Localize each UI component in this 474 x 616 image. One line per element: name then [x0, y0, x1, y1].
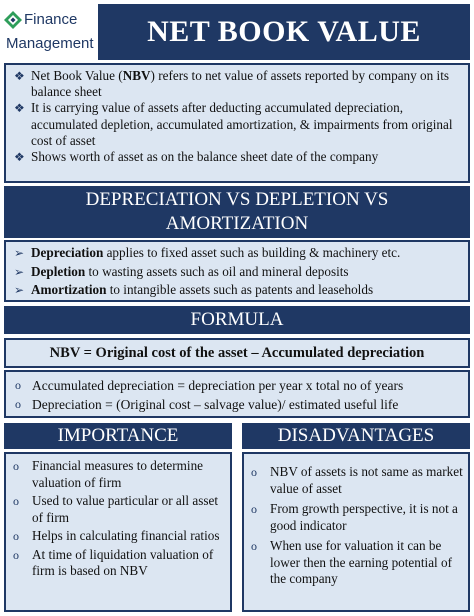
disadvantages-heading: DISADVANTAGES [242, 423, 470, 449]
importance-item: o Helps in calculating financial ratios [13, 528, 220, 543]
circle-bullet-icon: o [251, 465, 257, 479]
diamond-bullet-icon: ❖ [14, 150, 25, 165]
disadvantages-item: o NBV of assets is not same as market value of asset [251, 464, 463, 496]
circle-bullet-icon: o [15, 397, 21, 411]
logo-mark-icon [3, 10, 23, 30]
intro-item: ❖ Shows worth of asset as on the balance sheet date of the company [14, 149, 379, 165]
importance-list [12, 458, 225, 580]
formula-item: o Depreciation = (Original cost – salvage value)/ estimated useful life [15, 397, 399, 412]
intro-panel [4, 63, 470, 183]
dda-panel [4, 240, 470, 302]
dda-heading-line-1: DEPRECIATION VS DEPLETION VS [85, 189, 389, 210]
diamond-bullet-icon: ❖ [14, 69, 25, 83]
formula-list [14, 376, 462, 414]
intro-item: ❖ It is carrying value of assets after deducting accumulated depreciation, accumulated depletion, accumulated amortization, & impairments from original cost of asset [14, 100, 453, 148]
circle-bullet-icon: o [13, 494, 19, 508]
intro-item: ❖ Net Book Value (NBV) refers to net value of assets reported by company on its balance sheet [14, 68, 449, 100]
logo-line-2: Management [6, 35, 94, 52]
logo [2, 2, 94, 60]
importance-item: o Used to value particular or all asset of firm [13, 493, 219, 525]
formula-details-panel [4, 370, 470, 418]
dda-heading [4, 186, 470, 238]
formula-main: NBV = Original cost of the asset – Accumulated depreciation [4, 338, 470, 368]
formula-item: o Accumulated depreciation = depreciation per year x total no of years [15, 378, 404, 393]
disadvantages-panel [242, 452, 470, 612]
intro-list [13, 68, 462, 165]
disadvantages-item: o From growth perspective, it is not a good indicator [251, 501, 458, 533]
importance-item: o Financial measures to determine valuation of firm [13, 458, 204, 490]
formula-heading: FORMULA [4, 306, 470, 334]
dda-list [13, 244, 462, 300]
circle-bullet-icon: o [251, 502, 257, 516]
importance-panel [4, 452, 232, 612]
disadvantages-item: o When use for valuation it can be lower then the earning potential of the company [251, 538, 452, 586]
circle-bullet-icon: o [251, 539, 257, 553]
arrow-bullet-icon: ➢ [14, 246, 25, 260]
page-title: NET BOOK VALUE [98, 4, 470, 60]
disadvantages-list [250, 464, 463, 588]
dda-item: ➢ Amortization to intangible assets such as patents and leaseholds [13, 281, 462, 300]
dda-heading-line-2: AMORTIZATION [165, 213, 309, 234]
diamond-bullet-icon: ❖ [14, 101, 25, 116]
circle-bullet-icon: o [15, 378, 21, 392]
logo-line-1: Finance [24, 11, 78, 28]
dda-item: ➢ Depletion to wasting assets such as oil and mineral deposits [13, 263, 462, 282]
circle-bullet-icon: o [13, 547, 19, 562]
arrow-bullet-icon: ➢ [14, 283, 25, 297]
arrow-bullet-icon: ➢ [14, 264, 25, 279]
importance-item: o At time of liquidation valuation of firm is based on NBV [13, 546, 214, 578]
circle-bullet-icon: o [13, 529, 19, 543]
dda-item: ➢ Depreciation applies to fixed asset such as building & machinery etc. [13, 244, 462, 263]
importance-heading: IMPORTANCE [4, 423, 232, 449]
circle-bullet-icon: o [13, 459, 19, 473]
